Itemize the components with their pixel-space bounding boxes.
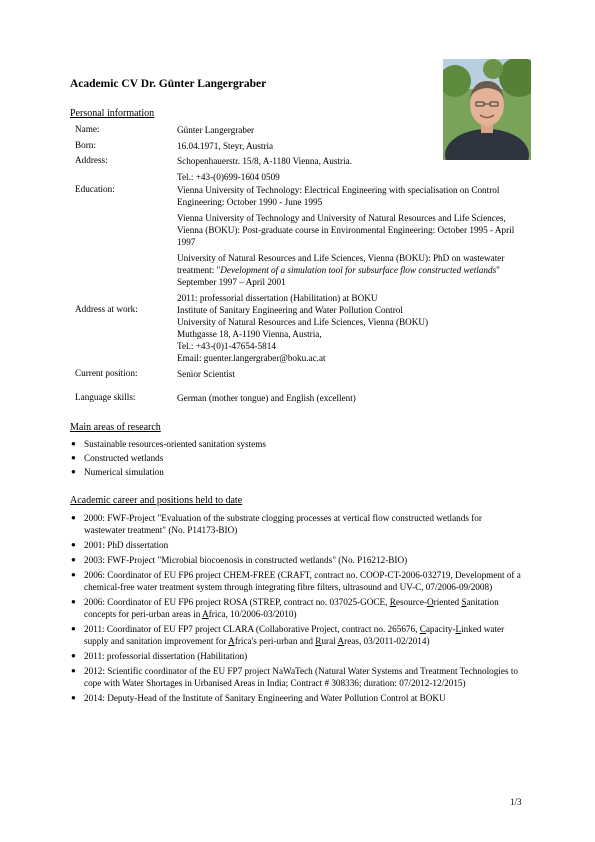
career-item-text: 2001: PhD dissertation	[84, 540, 169, 550]
list-item	[70, 451, 525, 465]
education-entry-4: 2011: professorial dissertation (Habilitation) at BOKU	[177, 293, 378, 303]
page-number: 1/3	[510, 797, 522, 807]
career-item-text: 2014: Deputy-Head of the Institute of Sanitary Engineering and Water Pollution Control at BOKU	[84, 693, 446, 703]
career-item-text	[84, 597, 499, 619]
acronym-letter: L	[455, 624, 462, 634]
bullet-icon: ●	[71, 651, 76, 660]
bullet-icon: ●	[71, 597, 76, 606]
work-email: Email: guenter.langergraber@boku.ac.at	[177, 353, 326, 363]
bullet-icon: ●	[71, 540, 76, 549]
career-list	[70, 512, 525, 707]
research-item-label: Sustainable resources-oriented sanitation systems	[84, 439, 266, 449]
list-item	[70, 554, 525, 566]
text-segment: frica's peri-urban and	[234, 636, 316, 646]
address-label: Address:	[75, 155, 108, 165]
career-item-text: 2003: FWF-Project "Microbial biocoenosis in constructed wetlands" (No. P16212-BIO)	[84, 555, 408, 565]
work-address-value	[177, 304, 519, 364]
bullet-icon: ●	[71, 570, 76, 579]
address-value	[177, 155, 519, 183]
acronym-letter: R	[315, 636, 322, 646]
acronym-letter: A	[337, 636, 345, 646]
text-segment: ural	[321, 636, 338, 646]
list-item	[70, 650, 525, 662]
text-segment: riented	[433, 597, 462, 607]
telephone-line: Tel.: +43-(0)699-1604 0509	[177, 172, 280, 182]
text-segment: 2011: Coordinator of EU FP7 project CLARA (Collaborative Project, contract no. 265676,	[84, 624, 420, 634]
work-address-line-4: Tel.: +43-(0)1-47654-5814	[177, 341, 276, 351]
text-segment: apacity-	[425, 624, 456, 634]
thesis-title: Development of a simulation tool for subsurface flow constructed wetlands	[220, 265, 497, 275]
text-segment: inked water supply and sanitation improvement for	[84, 624, 505, 646]
list-item	[70, 465, 525, 479]
bullet-icon: ●	[71, 513, 76, 522]
research-item-label: Constructed wetlands	[84, 453, 164, 463]
education-entry-2: Vienna University of Technology and University of Natural Resources and Life Sciences, Vienna (BOKU): Post-graduate course in Environmental Engineering: October 1995 - April 1997	[177, 213, 515, 247]
education-entry-3-pre: University of Natural Resources and Life Sciences, Vienna (BOKU): PhD on wastewater treatment: "	[177, 253, 505, 275]
work-address-line-2: University of Natural Resources and Life Sciences, Vienna (BOKU)	[177, 317, 429, 327]
education-entry-3	[177, 252, 519, 288]
list-item	[70, 437, 525, 451]
text-segment: esource-	[395, 597, 427, 607]
acronym-letter: A	[228, 636, 235, 646]
bullet-icon: ●	[71, 624, 76, 633]
current-position-label: Current position:	[75, 368, 138, 378]
address-line: Schopenhauerstr. 15/8, A-1180 Vienna, Austria.	[177, 156, 353, 166]
acronym-letter: S	[461, 597, 467, 607]
text-segment: reas, 03/2011-02/2014)	[344, 636, 430, 646]
bullet-icon: ●	[71, 555, 76, 564]
acronym-letter: A	[202, 609, 209, 619]
acronym-letter: R	[389, 597, 396, 607]
text-segment: anitation concepts for peri-urban areas in	[84, 597, 499, 619]
career-item-text: 2006: Coordinator of EU FP6 project CHEM-FREE (CRAFT, contract no. COOP-CT-2006-032719, Development of a chemical-free water treatment system through integrating fibre filters, ultrasound and UV-C, 07/2006-09/2008)	[84, 570, 521, 592]
bullet-icon: ●	[71, 453, 76, 462]
born-value: 16.04.1971, Steyr, Austria	[177, 141, 274, 151]
career-heading: Academic career and positions held to date	[70, 495, 243, 506]
bullet-icon: ●	[71, 439, 76, 448]
language-skills-value: German (mother tongue) and English (excellent)	[177, 393, 356, 403]
education-label: Education:	[75, 184, 115, 194]
education-entry-3-post: " September 1997 – April 2001	[177, 265, 500, 287]
list-item	[70, 569, 525, 593]
list-item	[70, 512, 525, 536]
text-segment: frica, 10/2006-03/2010)	[208, 609, 297, 619]
work-address-line-3: Muthgasse 18, A-1190 Vienna, Austria,	[177, 329, 322, 339]
acronym-letter: C	[419, 624, 426, 634]
work-address-line-1: Institute of Sanitary Engineering and Water Pollution Control	[177, 305, 403, 315]
list-item	[70, 623, 525, 647]
research-heading: Main areas of research	[70, 422, 161, 433]
list-item	[70, 665, 525, 689]
personal-information-heading: Personal information	[70, 108, 155, 119]
acronym-letter: O	[427, 597, 434, 607]
name-label: Name:	[75, 124, 100, 134]
education-entry-1: Vienna University of Technology: Electrical Engineering with specialisation on Control Engineering: October 1990 - June 1995	[177, 185, 500, 207]
current-position-value: Senior Scientist	[177, 369, 235, 379]
research-list	[70, 437, 525, 479]
list-item	[70, 539, 525, 551]
career-item-text	[84, 624, 504, 646]
language-skills-label: Language skills:	[75, 392, 136, 402]
text-segment: 2006: Coordinator of EU FP6 project ROSA (STREP, contract no. 037025-GOCE,	[84, 597, 390, 607]
list-item	[70, 692, 525, 704]
list-item	[70, 596, 525, 620]
work-address-label: Address at work:	[75, 304, 138, 314]
career-item-text: 2000: FWF-Project "Evaluation of the substrate clogging processes at vertical flow constructed wetlands for wastewater treatment" (No. P14173-BIO)	[84, 513, 482, 535]
education-value	[177, 184, 519, 304]
bullet-icon: ●	[71, 693, 76, 702]
name-value: Günter Langergraber	[177, 125, 255, 135]
document-title: Academic CV Dr. Günter Langergraber	[70, 78, 267, 90]
bullet-icon: ●	[71, 467, 76, 476]
born-label: Born:	[75, 140, 96, 150]
bullet-icon: ●	[71, 666, 76, 675]
research-item-label: Numerical simulation	[84, 467, 164, 477]
career-item-text: 2012: Scientific coordinator of the EU FP7 project NaWaTech (Natural Water Systems and Treatment Technologies to cope with Water Shortages in Urbanised Areas in India; Contract # 308336; duration: 07/2012-12/2015)	[84, 666, 518, 688]
career-item-text: 2011: professorial dissertation (Habilitation)	[84, 651, 248, 661]
